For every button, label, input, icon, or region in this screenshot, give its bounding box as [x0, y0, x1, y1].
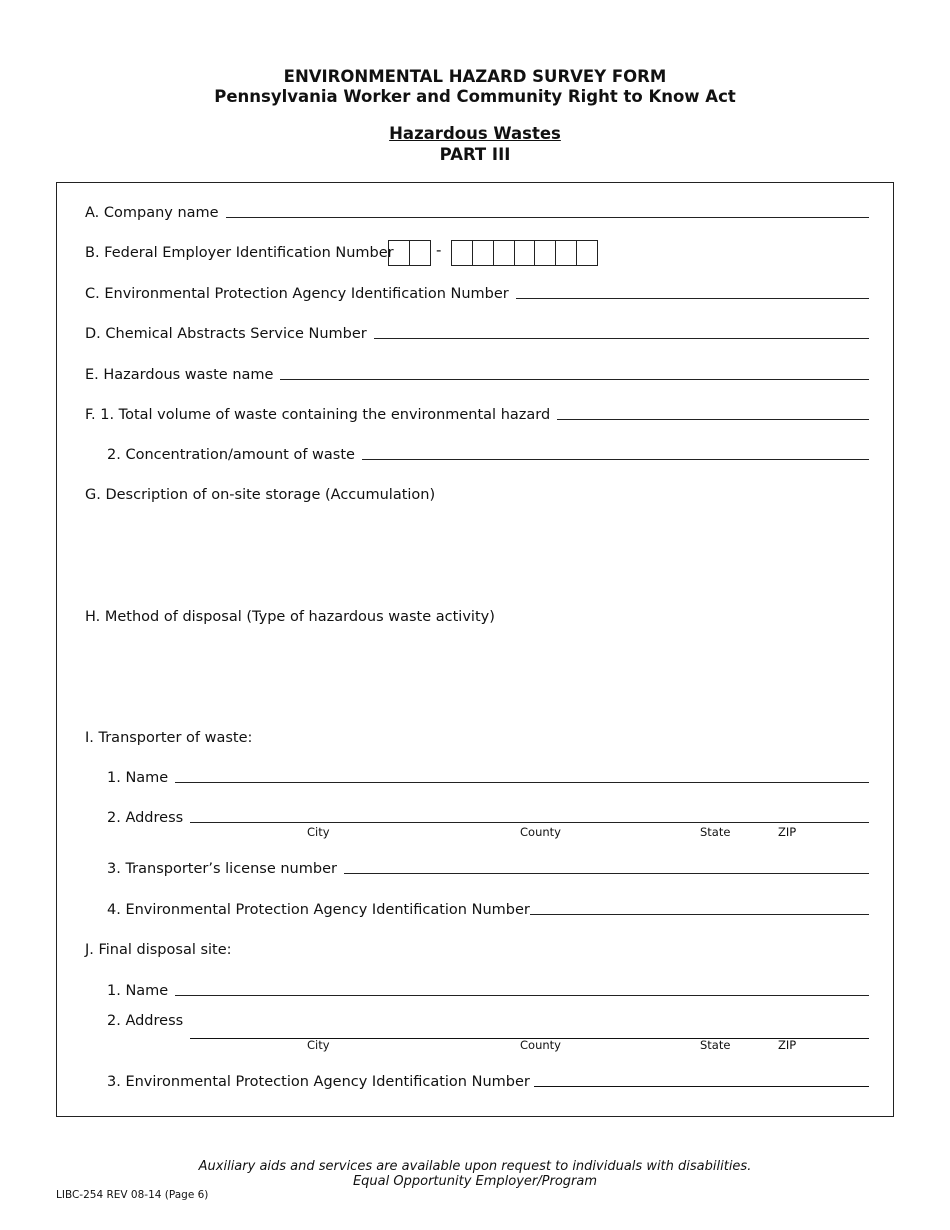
fein-digit-box[interactable]: [389, 241, 409, 265]
disposal-method-area[interactable]: [85, 634, 869, 724]
transporter-address-label: 2. Address: [107, 810, 184, 826]
transporter-county-label: County: [520, 825, 561, 839]
company-name-row: [85, 205, 869, 221]
disposal-site-epa-id-label: 3. Environmental Protection Agency Identification Number: [107, 1074, 530, 1090]
waste-name-field[interactable]: [280, 378, 869, 380]
transporter-name-row: [107, 770, 869, 786]
disposal-site-state-label: State: [700, 1038, 731, 1052]
transporter-heading: I. Transporter of waste:: [85, 730, 253, 746]
disposal-site-city-label: City: [307, 1038, 330, 1052]
transporter-city-label: City: [307, 825, 330, 839]
transporter-address-field[interactable]: [190, 821, 869, 823]
accessibility-note: Auxiliary aids and services are available upon request to individuals with disabilities.: [198, 1159, 752, 1174]
total-volume-row: [85, 407, 869, 423]
disposal-site-heading-row: [85, 942, 232, 958]
part-label: PART III: [439, 145, 511, 164]
disposal-site-address-row: [107, 1013, 183, 1029]
fein-digit-box[interactable]: [472, 241, 493, 265]
cas-number-label: D. Chemical Abstracts Service Number: [85, 326, 367, 342]
transporter-license-label: 3. Transporter’s license number: [107, 861, 337, 877]
fein-digit-box[interactable]: [576, 241, 597, 265]
transporter-state-label: State: [700, 825, 731, 839]
transporter-name-label: 1. Name: [107, 770, 169, 786]
transporter-license-row: [107, 861, 869, 877]
transporter-name-field[interactable]: [175, 781, 869, 783]
fein-digit-box[interactable]: [555, 241, 576, 265]
cas-number-row: [85, 326, 869, 342]
transporter-heading-row: [85, 730, 252, 746]
disposal-site-name-label: 1. Name: [107, 983, 169, 999]
epa-id-label: C. Environmental Protection Agency Identification Number: [85, 286, 509, 302]
disposal-method-row: [85, 609, 495, 625]
waste-name-label: E. Hazardous waste name: [85, 367, 274, 383]
fein-digit-box[interactable]: [514, 241, 535, 265]
cas-number-field[interactable]: [374, 337, 869, 339]
company-name-label: A. Company name: [85, 205, 219, 221]
transporter-epa-id-field[interactable]: [530, 913, 869, 915]
concentration-row: [107, 447, 869, 463]
total-volume-field[interactable]: [557, 418, 869, 420]
transporter-epa-id-row: [107, 902, 869, 918]
equal-opportunity-note: Equal Opportunity Employer/Program: [352, 1174, 598, 1189]
fein-digit-box[interactable]: [452, 241, 472, 265]
disposal-site-county-label: County: [520, 1038, 561, 1052]
fein-dash: -: [436, 241, 442, 259]
disposal-site-zip-label: ZIP: [778, 1038, 797, 1052]
fein-prefix-boxes[interactable]: [388, 240, 431, 266]
disposal-site-heading: J. Final disposal site:: [85, 942, 232, 958]
concentration-label: 2. Concentration/amount of waste: [107, 447, 355, 463]
section-title: Hazardous Wastes: [389, 124, 561, 143]
transporter-epa-id-label: 4. Environmental Protection Agency Identification Number: [107, 902, 530, 918]
fein-suffix-boxes[interactable]: [451, 240, 598, 266]
form-subtitle: Pennsylvania Worker and Community Right to Know Act: [214, 87, 736, 106]
company-name-field[interactable]: [226, 216, 869, 218]
disposal-site-name-field[interactable]: [175, 994, 869, 996]
total-volume-label: F. 1. Total volume of waste containing the environmental hazard: [85, 407, 551, 423]
disposal-site-epa-id-row: [107, 1074, 869, 1090]
storage-description-label: G. Description of on-site storage (Accumulation): [85, 487, 436, 503]
epa-id-field[interactable]: [516, 297, 869, 299]
fein-digit-box[interactable]: [493, 241, 514, 265]
concentration-field[interactable]: [362, 458, 869, 460]
form-title: ENVIRONMENTAL HAZARD SURVEY FORM: [283, 67, 667, 86]
waste-name-row: [85, 367, 869, 383]
disposal-site-address-label: 2. Address: [107, 1013, 184, 1029]
disposal-method-label: H. Method of disposal (Type of hazardous waste activity): [85, 609, 495, 625]
disposal-site-epa-id-field[interactable]: [534, 1085, 869, 1087]
form-id: LIBC-254 REV 08-14 (Page 6): [56, 1189, 209, 1201]
transporter-address-row: [107, 810, 869, 826]
disposal-site-name-row: [107, 983, 869, 999]
storage-description-row: [85, 487, 435, 503]
transporter-license-field[interactable]: [344, 872, 869, 874]
storage-description-area[interactable]: [85, 512, 869, 602]
fein-digit-box[interactable]: [534, 241, 555, 265]
fein-row: [85, 245, 394, 261]
fein-digit-box[interactable]: [409, 241, 430, 265]
transporter-zip-label: ZIP: [778, 825, 797, 839]
epa-id-row: [85, 286, 869, 302]
fein-label: B. Federal Employer Identification Number: [85, 245, 394, 261]
